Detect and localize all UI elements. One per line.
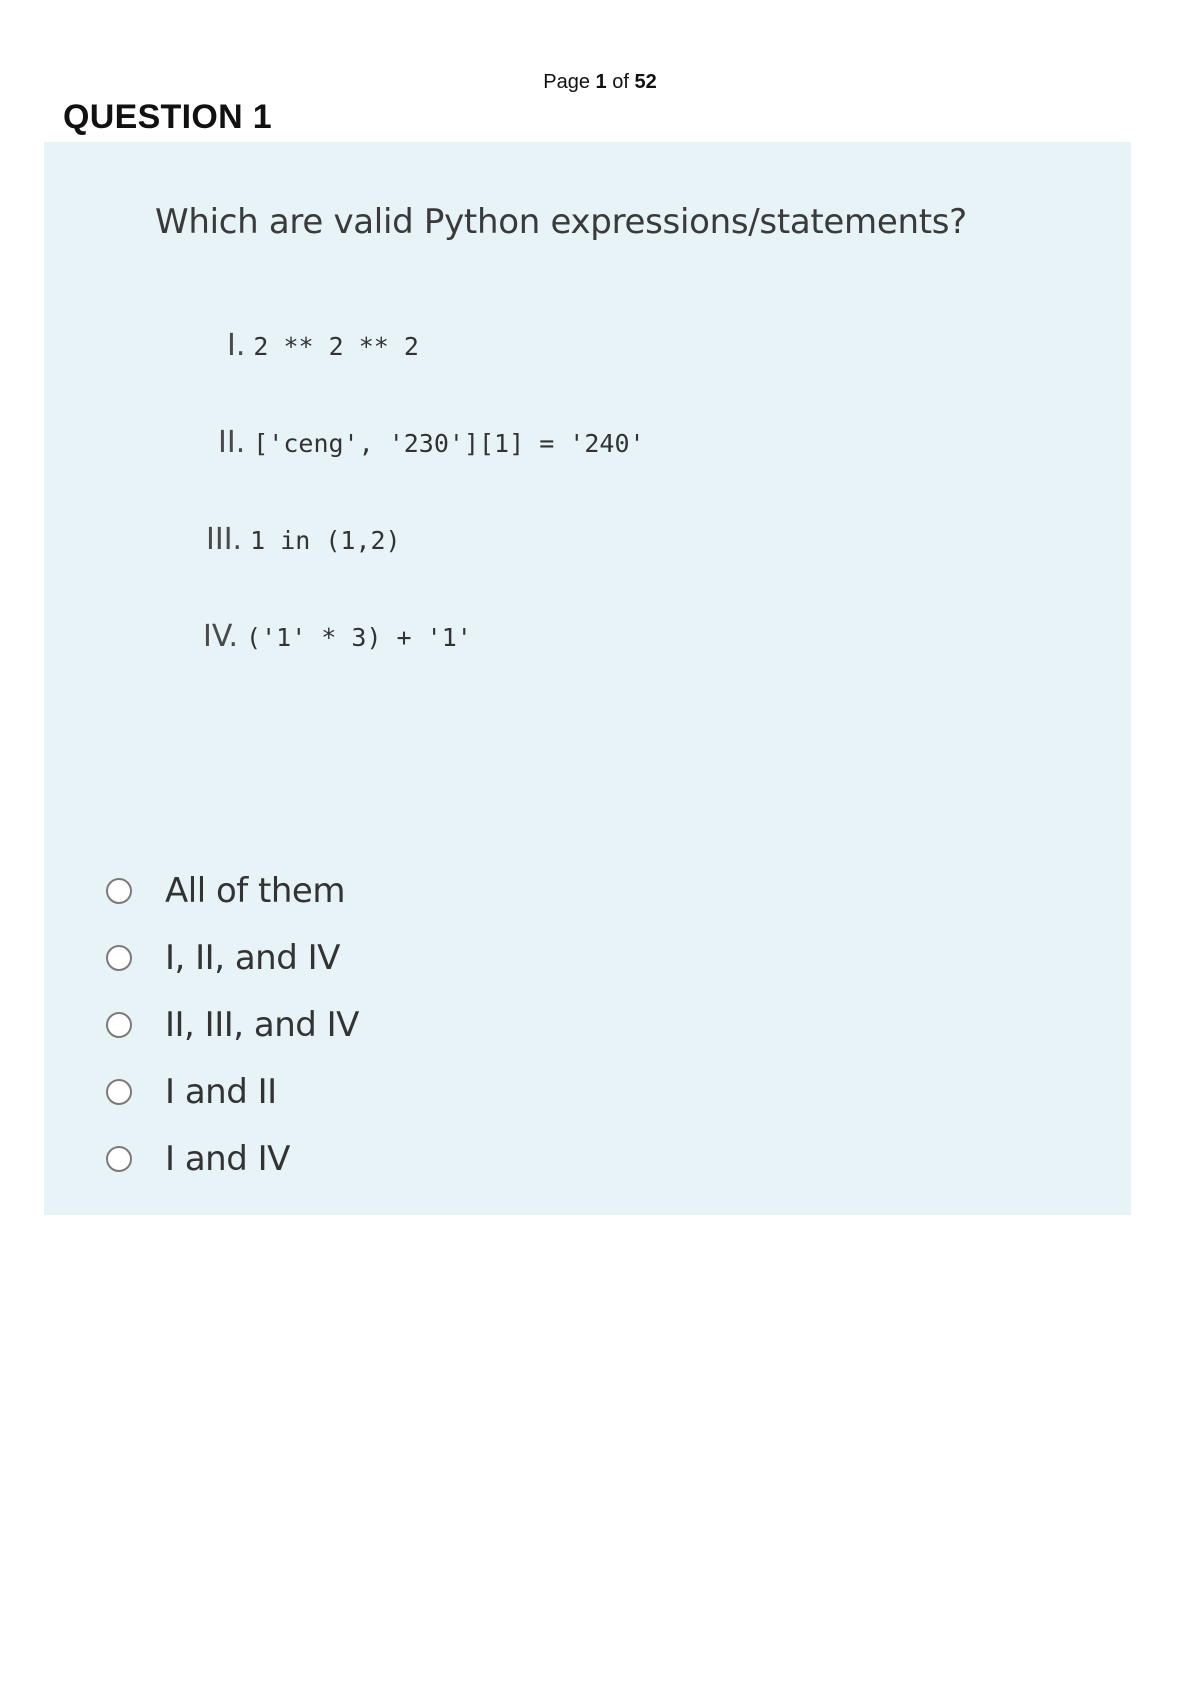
radio-button[interactable] (106, 1146, 132, 1172)
statement-4 (203, 619, 472, 654)
question-prompt: Which are valid Python expressions/statements? (155, 202, 967, 242)
answer-option-3[interactable] (106, 991, 359, 1058)
answer-option-4[interactable] (106, 1058, 359, 1125)
answer-option-label[interactable]: II, III, and IV (165, 1004, 359, 1045)
statement-numeral: II. (218, 425, 246, 460)
radio-button[interactable] (106, 1079, 132, 1105)
radio-button[interactable] (106, 945, 132, 971)
statement-numeral: I. (227, 328, 246, 363)
answer-option-label[interactable]: I and IV (165, 1138, 290, 1179)
answer-option-label[interactable]: All of them (165, 870, 345, 911)
radio-button[interactable] (106, 1012, 132, 1038)
statement-numeral: IV. (203, 619, 239, 654)
page-prefix: Page (543, 71, 590, 93)
statement-2 (218, 425, 645, 460)
answer-option-2[interactable] (106, 924, 359, 991)
page-indicator (0, 71, 1200, 94)
statement-code: 1 in (1,2) (250, 526, 401, 555)
answer-option-label[interactable]: I, II, and IV (165, 937, 340, 978)
current-page-number: 1 (595, 71, 607, 93)
statement-numeral: III. (206, 522, 243, 557)
answer-option-5[interactable] (106, 1125, 359, 1192)
answer-options (106, 857, 359, 1192)
question-card (44, 142, 1131, 1215)
answer-option-1[interactable] (106, 857, 359, 924)
question-title: QUESTION 1 (63, 98, 272, 136)
statement-code: 2 ** 2 ** 2 (253, 332, 419, 361)
page-of-word: of (612, 71, 629, 93)
statement-code: ('1' * 3) + '1' (246, 623, 472, 652)
radio-button[interactable] (106, 878, 132, 904)
total-pages-number: 52 (634, 71, 657, 93)
answer-option-label[interactable]: I and II (165, 1071, 277, 1112)
statement-code: ['ceng', '230'][1] = '240' (253, 429, 645, 458)
statement-3 (206, 522, 401, 557)
statement-1 (227, 328, 419, 363)
